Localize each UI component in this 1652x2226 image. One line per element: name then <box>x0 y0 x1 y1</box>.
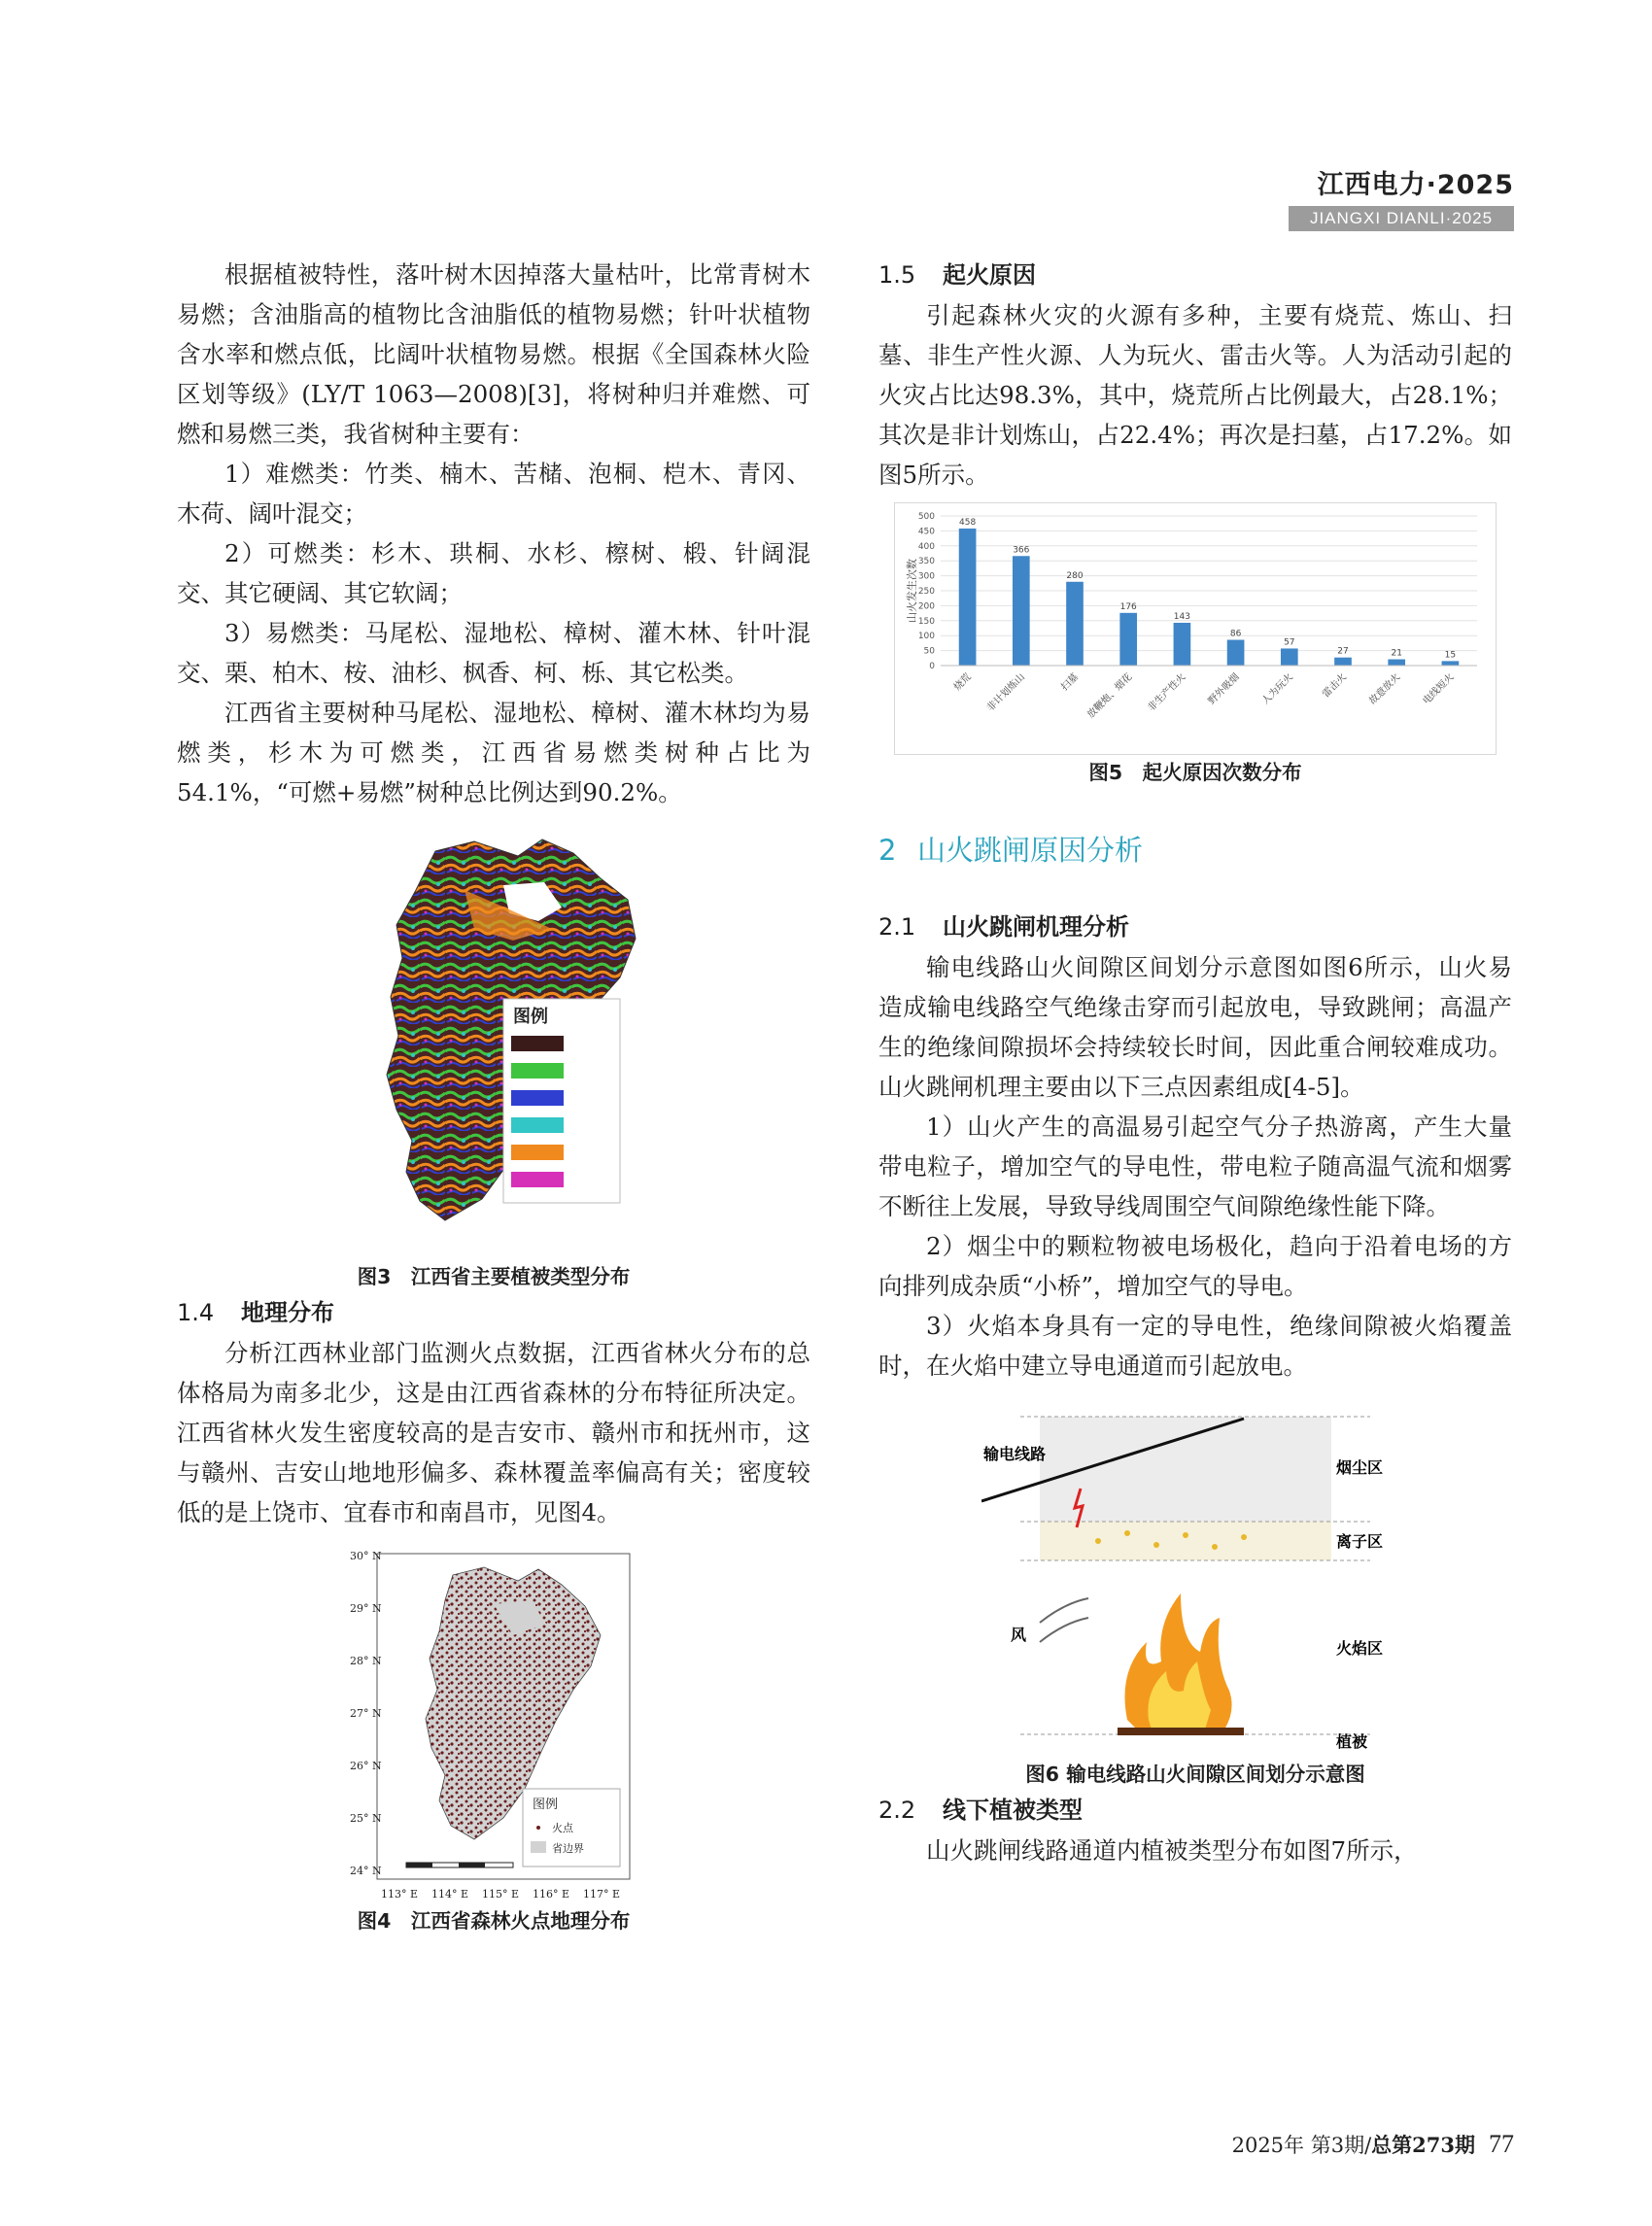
section-1-4-heading <box>177 1292 810 1333</box>
y-tick-label: 250 <box>917 587 935 597</box>
fire-point-map-image <box>348 1546 639 1905</box>
section-number: 2.1 <box>878 913 916 941</box>
figure-3-vegetation-map <box>319 832 669 1259</box>
longitude-label: 116° E <box>533 1888 570 1901</box>
paragraph: 输电线路山火间隙区间划分示意图如图6所示，山火易造成输电线路空气绝缘击穿而引起放电，导致跳闸；高温产生的绝缘间隙损坏会持续较长时间，因此重合闸较难成功。山火跳闸机理主要由以下三点因素组成[4-5]。 <box>878 953 1512 1101</box>
legend-swatch <box>511 1117 564 1133</box>
data-label: 86 <box>1229 629 1242 639</box>
fire-map-legend <box>523 1789 620 1866</box>
y-tick-label: 0 <box>929 662 935 671</box>
section-number: 1.5 <box>878 261 916 289</box>
y-tick-label: 150 <box>917 616 935 627</box>
figure-5-chart <box>894 502 1497 755</box>
bar <box>1334 658 1352 666</box>
figure-4-fire-map <box>348 1546 639 1905</box>
section-1-5-heading <box>878 255 1512 295</box>
section-title: 地理分布 <box>241 1299 334 1326</box>
latitude-label: 27° N <box>350 1707 382 1720</box>
x-tick-label: 非计划炼山 <box>984 671 1027 714</box>
section-2-1-heading <box>878 907 1512 947</box>
vegetation-base <box>1118 1728 1244 1735</box>
bar <box>959 529 977 666</box>
list-item: 1）山火产生的高温易引起空气分子热游离，产生大量带电粒子，增加空气的导电性，带电粒子随高温气流和烟雾不断往上发展，导致导线周围空气间隙绝缘性能下降。 <box>878 1113 1512 1220</box>
legend-title: 图例 <box>533 1798 559 1812</box>
paragraph: 分析江西林业部门监测火点数据，江西省林火分布的总体格局为南多北少，这是由江西省森林的分布特征所决定。江西省林火发生密度较高的是吉安市、赣州市和抚州市，这与赣州、吉安山地地形偏多、森林覆盖率偏高有关；密度较低的是上饶市、宜春市和南昌市，见图4。 <box>177 1339 810 1526</box>
data-label: 280 <box>1066 570 1084 581</box>
y-tick-label: 500 <box>917 512 935 522</box>
issue-info: 2025年 第3期/ <box>1231 2134 1372 2157</box>
section-title: 山火跳闸原因分析 <box>917 834 1144 867</box>
x-tick-label: 烧荒 <box>951 671 974 694</box>
journal-subtitle: JIANGXI DIANLI·2025 <box>1289 206 1514 231</box>
x-tick-label: 放鞭炮、烟花 <box>1085 671 1135 721</box>
legend-fire-point: 火点 <box>552 1822 573 1834</box>
section-title: 起火原因 <box>943 261 1036 289</box>
wind-label: 风 <box>1011 1626 1027 1644</box>
legend-swatch <box>511 1172 564 1187</box>
data-label: 21 <box>1391 648 1402 659</box>
list-item: 1）难燃类：竹类、楠木、苦槠、泡桐、桤木、青冈、木荷、阔叶混交； <box>177 460 810 528</box>
data-label: 458 <box>959 517 977 528</box>
x-tick-label: 故意放火 <box>1367 671 1403 707</box>
bar <box>1227 640 1245 666</box>
y-tick-label: 100 <box>917 632 935 642</box>
section-number: 2 <box>878 834 897 867</box>
longitude-label: 113° E <box>381 1888 419 1901</box>
zone-flame: 火焰区 <box>1336 1639 1384 1658</box>
latitude-label: 26° N <box>350 1760 382 1772</box>
right-column <box>878 255 1512 1870</box>
latitude-label: 30° N <box>350 1550 382 1562</box>
figure-6-diagram <box>981 1399 1409 1759</box>
latitude-label: 25° N <box>350 1812 382 1825</box>
legend-boundary: 省边界 <box>552 1842 584 1855</box>
left-column <box>177 255 810 1936</box>
longitude-label: 115° E <box>482 1888 520 1901</box>
list-item: 2）可燃类：杉木、珙桐、水杉、檫树、椴、针阔混交、其它硬阔、其它软阔； <box>177 539 810 607</box>
x-tick-label: 电线短火 <box>1421 671 1457 707</box>
zone-smoke: 烟尘区 <box>1336 1458 1384 1477</box>
page-footer <box>1232 2130 1514 2159</box>
zone-vegetation: 植被 <box>1336 1732 1368 1751</box>
x-tick-label: 野外吸烟 <box>1206 671 1242 707</box>
legend-swatch <box>511 1145 564 1160</box>
bar <box>1013 556 1030 666</box>
vegetation-map-image <box>319 832 669 1259</box>
x-tick-label: 人为玩火 <box>1259 671 1295 707</box>
bar <box>1066 582 1084 666</box>
page-number: 77 <box>1489 2130 1514 2158</box>
zone-ion: 离子区 <box>1336 1532 1384 1551</box>
latitude-label: 28° N <box>350 1655 382 1667</box>
y-tick-label: 200 <box>917 601 935 612</box>
y-tick-label: 50 <box>923 646 935 657</box>
paragraph: 引起森林火灾的火源有多种，主要有烧荒、炼山、扫墓、非生产性火源、人为玩火、雷击火等。人为活动引起的火灾占比达98.3%，其中，烧荒所占比例最大，占28.1%；其次是非计划炼山，占22.4%；再次是扫墓，占17.2%。如图5所示。 <box>878 301 1512 489</box>
bar <box>1442 661 1460 666</box>
longitude-label: 114° E <box>431 1888 469 1901</box>
fire-gap-diagram <box>981 1399 1409 1759</box>
data-label: 176 <box>1119 601 1137 612</box>
legend-swatch <box>511 1036 564 1051</box>
y-tick-label: 350 <box>917 557 935 567</box>
legend-swatch <box>511 1090 564 1106</box>
data-label: 15 <box>1444 650 1457 661</box>
paragraph: 根据植被特性，落叶树木因掉落大量枯叶，比常青树木易燃；含油脂高的植物比含油脂低的植物易燃；针叶状植物含水率和燃点低，比阔叶状植物易燃。根据《全国森林火险区划等级》(LY/T 1063—2008)[3]，将树种归并难燃、可燃和易燃三类，我省树种主要有： <box>177 260 810 448</box>
data-label: 57 <box>1284 637 1295 648</box>
section-number: 1.4 <box>177 1299 215 1326</box>
paragraph: 山火跳闸线路通道内植被类型分布如图7所示， <box>926 1836 1418 1865</box>
latitude-label: 29° N <box>350 1602 382 1615</box>
y-tick-label: 450 <box>917 527 935 537</box>
bar <box>1281 648 1298 666</box>
x-tick-label: 扫墓 <box>1059 671 1082 694</box>
y-tick-label: 400 <box>917 541 935 552</box>
legend-title: 图例 <box>513 1007 548 1027</box>
section-title: 山火跳闸机理分析 <box>943 913 1129 941</box>
bar <box>1388 660 1405 666</box>
list-item: 3）火焰本身具有一定的导电性，绝缘间隙被火焰覆盖时，在火焰中建立导电通道而引起放电。 <box>878 1312 1512 1380</box>
figure-4-caption: 图4 江西省森林火点地理分布 <box>357 1909 631 1933</box>
bar <box>1119 613 1137 666</box>
data-label: 366 <box>1013 545 1030 556</box>
section-title: 线下植被类型 <box>943 1797 1083 1824</box>
x-tick-label: 雷击火 <box>1321 671 1350 701</box>
section-number: 2.2 <box>878 1797 916 1824</box>
list-item: 2）烟尘中的颗粒物被电场极化，趋向于沿着电场的方向排列成杂质“小桥”，增加空气的导电。 <box>878 1232 1512 1300</box>
figure-5-caption: 图5 起火原因次数分布 <box>1088 761 1302 784</box>
longitude-label: 117° E <box>583 1888 621 1901</box>
bar <box>1174 623 1191 666</box>
data-label: 27 <box>1337 646 1349 657</box>
data-label: 143 <box>1173 611 1190 622</box>
total-issue: 总第273期 <box>1371 2133 1475 2157</box>
paragraph: 江西省主要树种马尾松、湿地松、樟树、灌木林均为易燃类，杉木为可燃类，江西省易燃类树种占比为54.1%，“可燃+易燃”树种总比例达到90.2%。 <box>177 699 810 806</box>
legend-swatch <box>511 1063 564 1079</box>
section-2-2-heading <box>878 1790 1512 1831</box>
journal-title: 江西电力·2025 <box>1317 170 1514 200</box>
scale-bar <box>406 1863 513 1867</box>
latitude-label: 24° N <box>350 1865 382 1877</box>
section-2-heading <box>878 825 1512 875</box>
x-tick-label: 非生产性火 <box>1146 671 1188 714</box>
figure-3-caption: 图3 江西省主要植被类型分布 <box>357 1265 631 1288</box>
fire-cause-bar-chart <box>894 502 1497 755</box>
power-line-label: 输电线路 <box>983 1445 1047 1463</box>
y-axis-label: 山火发生次数 <box>906 559 918 623</box>
figure-6-caption: 图6 输电线路山火间隙区间划分示意图 <box>1025 1763 1365 1786</box>
list-item: 3）易燃类：马尾松、湿地松、樟树、灌木林、针叶混交、栗、柏木、桉、油杉、枫香、柯、栎、其它松类。 <box>177 619 810 687</box>
y-tick-label: 300 <box>917 571 935 582</box>
